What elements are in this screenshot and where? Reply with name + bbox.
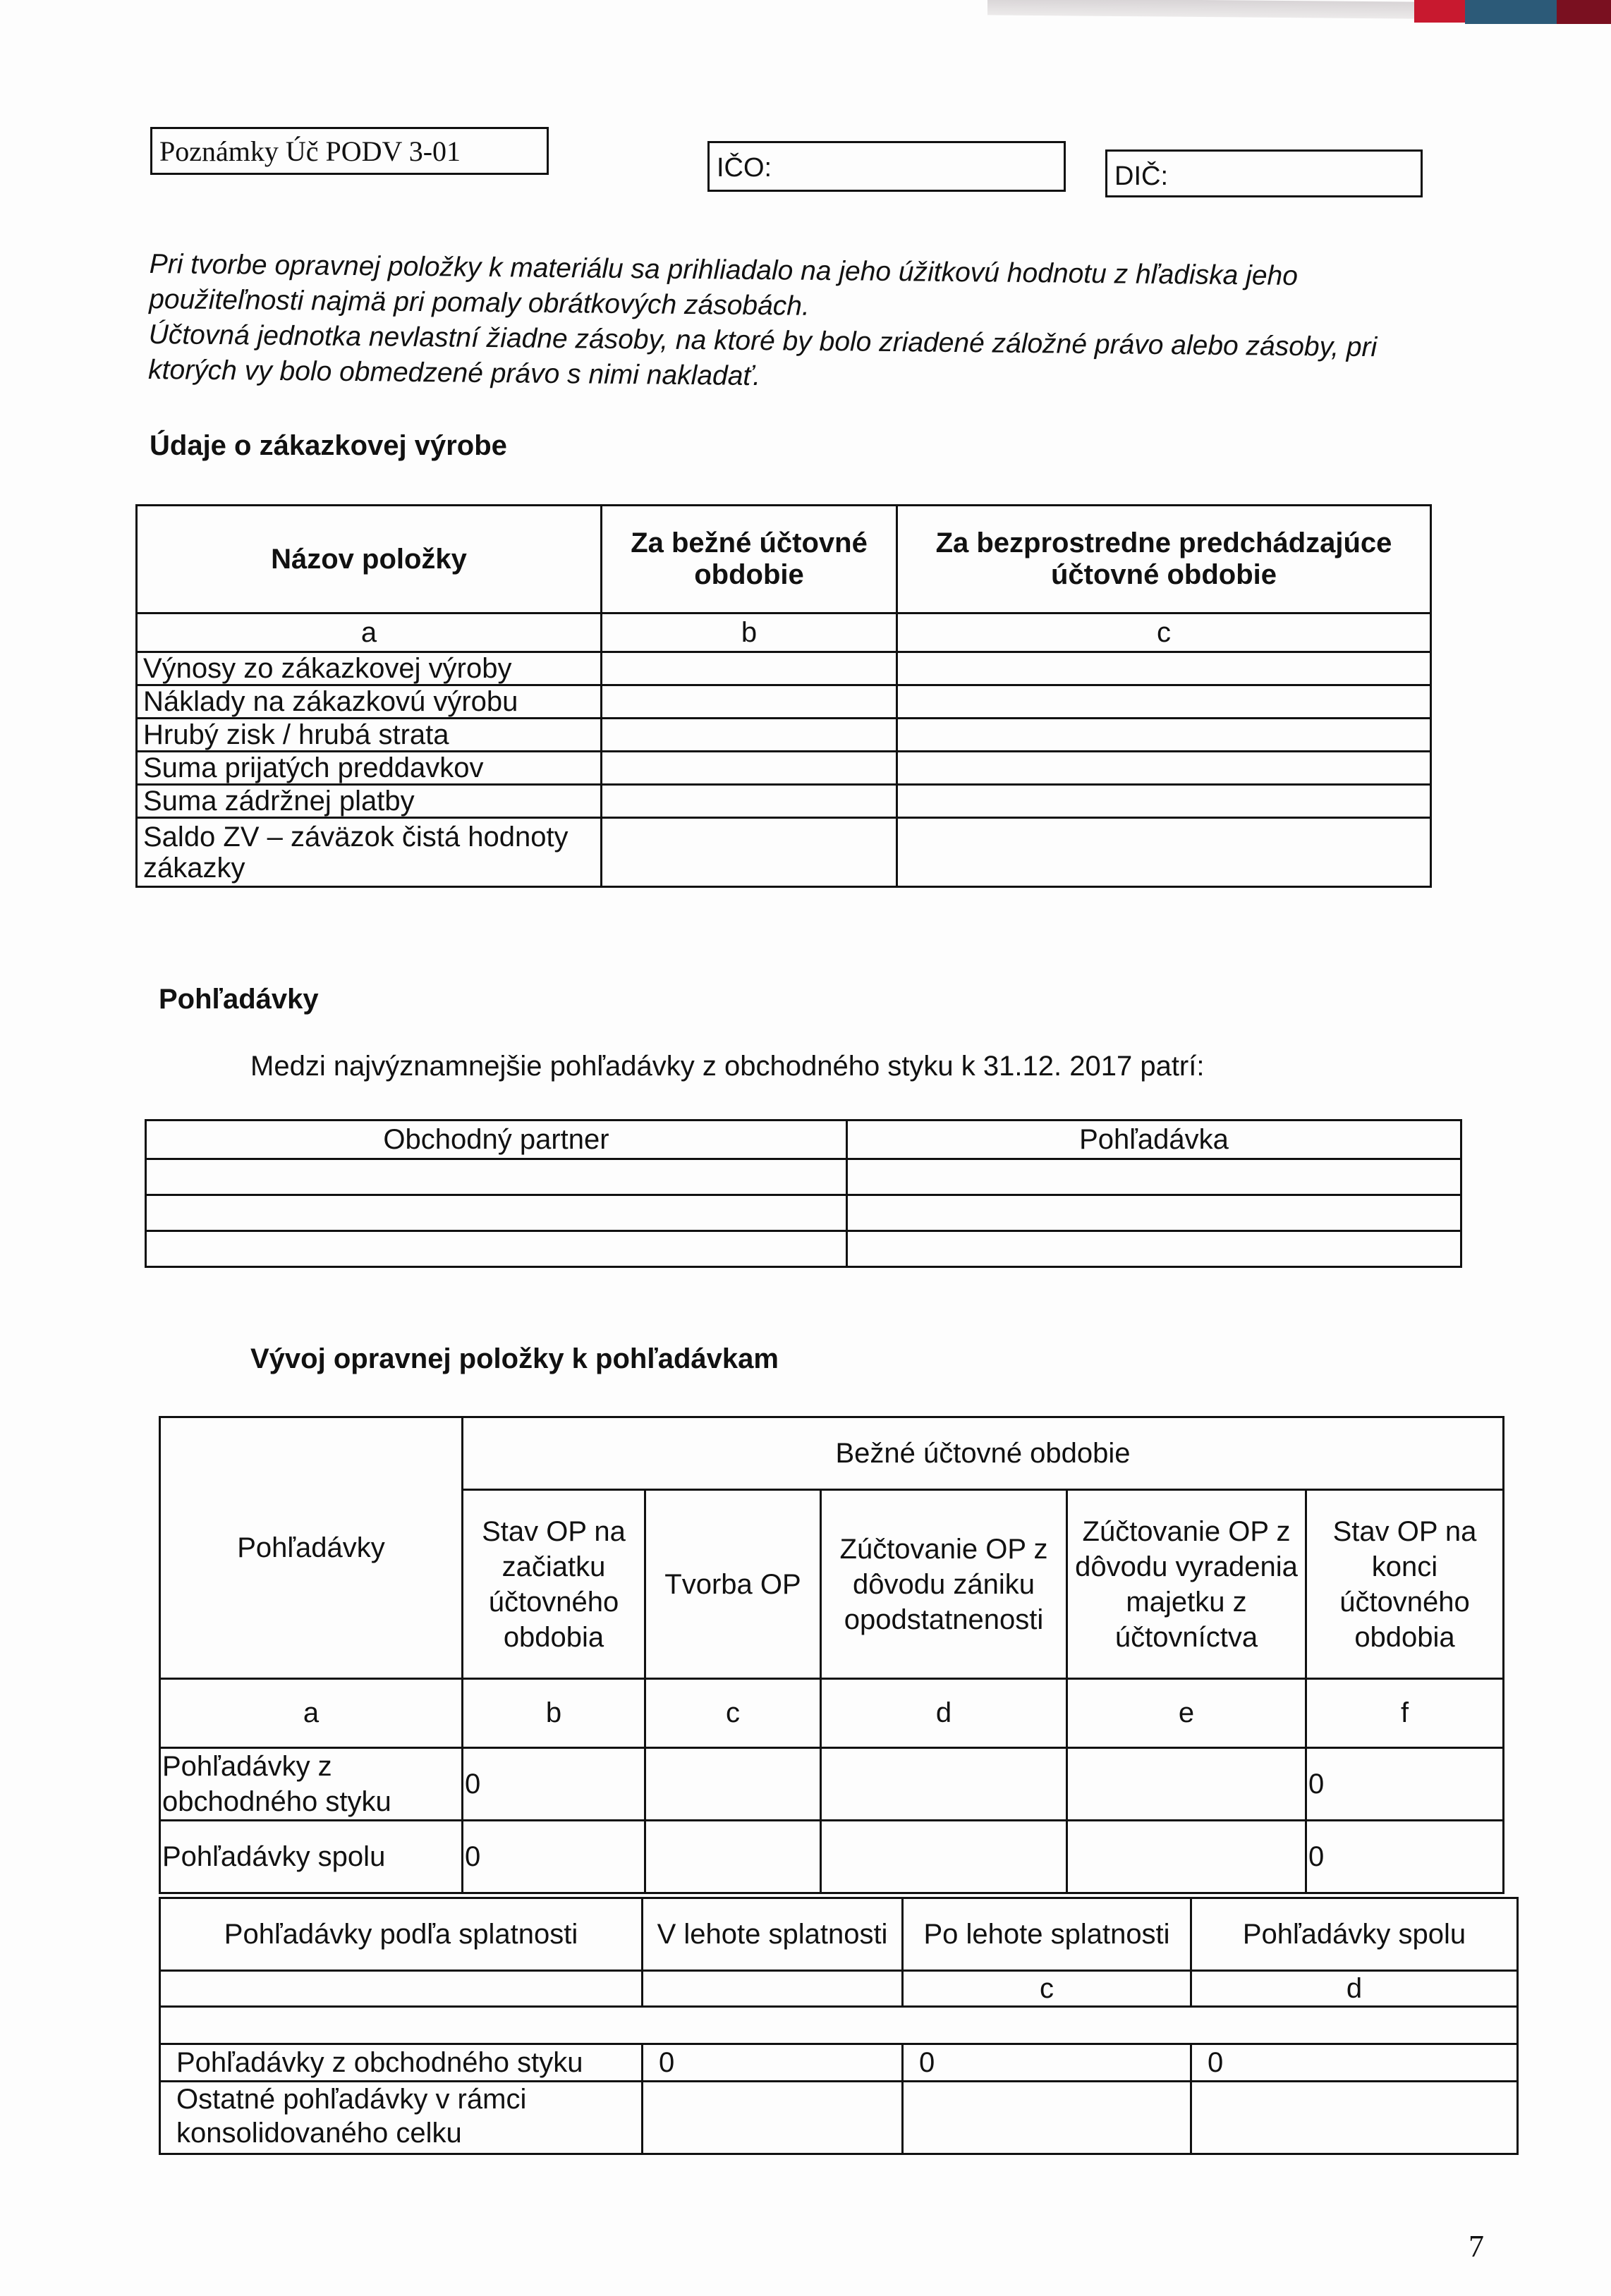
- cell-overdue[interactable]: 0: [903, 2044, 1191, 2082]
- col-letter: c: [645, 1679, 821, 1748]
- receivables-intro: Medzi najvýznamnejšie pohľadávky z obchodného styku k 31.12. 2017 patrí:: [250, 1051, 1205, 1082]
- table-row: [146, 1231, 1461, 1267]
- cell-within[interactable]: [643, 2082, 903, 2154]
- cell-release-writeoff[interactable]: [1067, 1821, 1306, 1893]
- cell-release-groundless[interactable]: [821, 1748, 1067, 1821]
- intro-paragraph-2: Účtovná jednotka nevlastní žiadne zásoby, na ktoré by bolo zriadené záložné právo alebo zásoby, pri ktorých vy bolo obmedzené právo s nimi nakladať.: [147, 319, 1378, 392]
- cell-closing[interactable]: 0: [1306, 1748, 1504, 1821]
- cell-total[interactable]: 0: [1191, 2044, 1518, 2082]
- ico-label: IČO:: [717, 153, 772, 183]
- page-number: 7: [1469, 2229, 1484, 2264]
- row-label: Výnosy zo zákazkovej výroby: [137, 652, 602, 685]
- cell-creation[interactable]: [645, 1748, 821, 1821]
- allowance-table: [159, 1416, 1504, 1894]
- cell-amount[interactable]: [847, 1195, 1461, 1231]
- row-label: Suma prijatých preddavkov: [137, 752, 602, 785]
- cell-previous[interactable]: [897, 818, 1431, 887]
- col-header-current-period: Za bežné účtovné obdobie: [602, 506, 897, 613]
- col-letter: [643, 1971, 903, 2007]
- contract-production-table: [135, 504, 1432, 888]
- scan-edge-darkred: [1557, 0, 1611, 24]
- top-receivables-table: [145, 1119, 1462, 1268]
- cell-current[interactable]: [602, 685, 897, 719]
- cell-total[interactable]: [1191, 2082, 1518, 2154]
- col-letter: c: [897, 613, 1431, 652]
- cell-previous[interactable]: [897, 752, 1431, 785]
- blank-row: [160, 2007, 1518, 2044]
- col-header-total: Pohľadávky spolu: [1191, 1898, 1518, 1971]
- intro-paragraphs: [148, 247, 1433, 401]
- row-label: Pohľadávky z obchodného styku: [160, 1748, 463, 1821]
- col-letter: f: [1306, 1679, 1504, 1748]
- row-label: Suma zádržnej platby: [137, 785, 602, 818]
- form-title: Poznámky Úč PODV 3-01: [159, 135, 461, 167]
- col-header-partner: Obchodný partner: [146, 1120, 847, 1159]
- cell-partner[interactable]: [146, 1195, 847, 1231]
- table-row: [160, 2044, 1518, 2082]
- row-header-receivables: Pohľadávky: [160, 1417, 463, 1679]
- table-row: [137, 818, 1431, 887]
- cell-partner[interactable]: [146, 1159, 847, 1195]
- col-header-closing: Stav OP na konci účtovného obdobia: [1306, 1490, 1504, 1679]
- cell-current[interactable]: [602, 785, 897, 818]
- row-label: Pohľadávky spolu: [160, 1821, 463, 1893]
- cell-previous[interactable]: [897, 685, 1431, 719]
- col-header-opening: Stav OP na začiatku účtovného obdobia: [463, 1490, 645, 1679]
- row-label: Ostatné pohľadávky v rámci konsolidovaného celku: [160, 2082, 643, 2154]
- col-letter: a: [160, 1679, 463, 1748]
- scan-edge-strip: [0, 0, 1611, 21]
- cell-current[interactable]: [602, 752, 897, 785]
- col-header-within-maturity: V lehote splatnosti: [643, 1898, 903, 1971]
- dic-label: DIČ:: [1114, 161, 1168, 191]
- col-header-previous-period: Za bezprostredne predchádzajúce účtovné obdobie: [897, 506, 1431, 613]
- cell-closing[interactable]: 0: [1306, 1821, 1504, 1893]
- intro-paragraph-1: Pri tvorbe opravnej položky k materiálu sa prihliadalo na jeho úžitkovú hodnotu z hľadiska jeho použiteľnosti najmä pri pomaly obrátkových zásobách.: [148, 248, 1299, 322]
- col-header-receivable: Pohľadávka: [847, 1120, 1461, 1159]
- section-heading-receivables: Pohľadávky: [159, 984, 319, 1015]
- col-header-creation: Tvorba OP: [645, 1490, 821, 1679]
- cell-opening[interactable]: 0: [463, 1748, 645, 1821]
- section-heading-contract-production: Údaje o zákazkovej výrobe: [150, 430, 507, 461]
- cell-current[interactable]: [602, 652, 897, 685]
- table-row: [137, 752, 1431, 785]
- cell-current[interactable]: [602, 719, 897, 752]
- scan-edge-red: [1414, 0, 1465, 23]
- group-header-current-period: Bežné účtovné obdobie: [463, 1417, 1504, 1490]
- table-row: [137, 685, 1431, 719]
- section-heading-allowance: Vývoj opravnej položky k pohľadávkam: [250, 1343, 779, 1374]
- table-row: [137, 719, 1431, 752]
- col-letter: e: [1067, 1679, 1306, 1748]
- col-header-maturity: Pohľadávky podľa splatnosti: [160, 1898, 643, 1971]
- cell-amount[interactable]: [847, 1231, 1461, 1267]
- cell-amount[interactable]: [847, 1159, 1461, 1195]
- col-header-overdue: Po lehote splatnosti: [903, 1898, 1191, 1971]
- row-label: Pohľadávky z obchodného styku: [160, 2044, 643, 2082]
- col-letter: d: [1191, 1971, 1518, 2007]
- col-header-release-groundless: Zúčtovanie OP z dôvodu zániku opodstatnenosti: [821, 1490, 1067, 1679]
- col-letter: d: [821, 1679, 1067, 1748]
- form-title-box: [150, 127, 549, 175]
- cell-previous[interactable]: [897, 785, 1431, 818]
- col-letter: b: [463, 1679, 645, 1748]
- cell-release-groundless[interactable]: [821, 1821, 1067, 1893]
- cell-opening[interactable]: 0: [463, 1821, 645, 1893]
- table-row: [146, 1195, 1461, 1231]
- cell-previous[interactable]: [897, 652, 1431, 685]
- cell-current[interactable]: [602, 818, 897, 887]
- table-row: [160, 1748, 1504, 1821]
- scan-edge-gray: [987, 0, 1414, 19]
- table-row: [160, 2082, 1518, 2154]
- col-letter: b: [602, 613, 897, 652]
- table-row: [160, 1821, 1504, 1893]
- table-row: [137, 652, 1431, 685]
- table-row: [146, 1159, 1461, 1195]
- cell-creation[interactable]: [645, 1821, 821, 1893]
- ico-field[interactable]: [707, 141, 1066, 192]
- row-label: Hrubý zisk / hrubá strata: [137, 719, 602, 752]
- maturity-table: [159, 1897, 1519, 2155]
- scan-edge-blue: [1465, 0, 1557, 24]
- cell-within[interactable]: 0: [643, 2044, 903, 2082]
- cell-overdue[interactable]: [903, 2082, 1191, 2154]
- dic-field[interactable]: [1105, 149, 1423, 197]
- col-header-item-name: Názov položky: [137, 506, 602, 613]
- col-letter: [160, 1971, 643, 2007]
- col-letter: a: [137, 613, 602, 652]
- row-label: Saldo ZV – záväzok čistá hodnoty zákazky: [137, 818, 602, 887]
- col-header-release-writeoff: Zúčtovanie OP z dôvodu vyradenia majetku z účtovníctva: [1067, 1490, 1306, 1679]
- cell-release-writeoff[interactable]: [1067, 1748, 1306, 1821]
- row-label: Náklady na zákazkovú výrobu: [137, 685, 602, 719]
- col-letter: c: [903, 1971, 1191, 2007]
- cell-previous[interactable]: [897, 719, 1431, 752]
- cell-partner[interactable]: [146, 1231, 847, 1267]
- table-row: [137, 785, 1431, 818]
